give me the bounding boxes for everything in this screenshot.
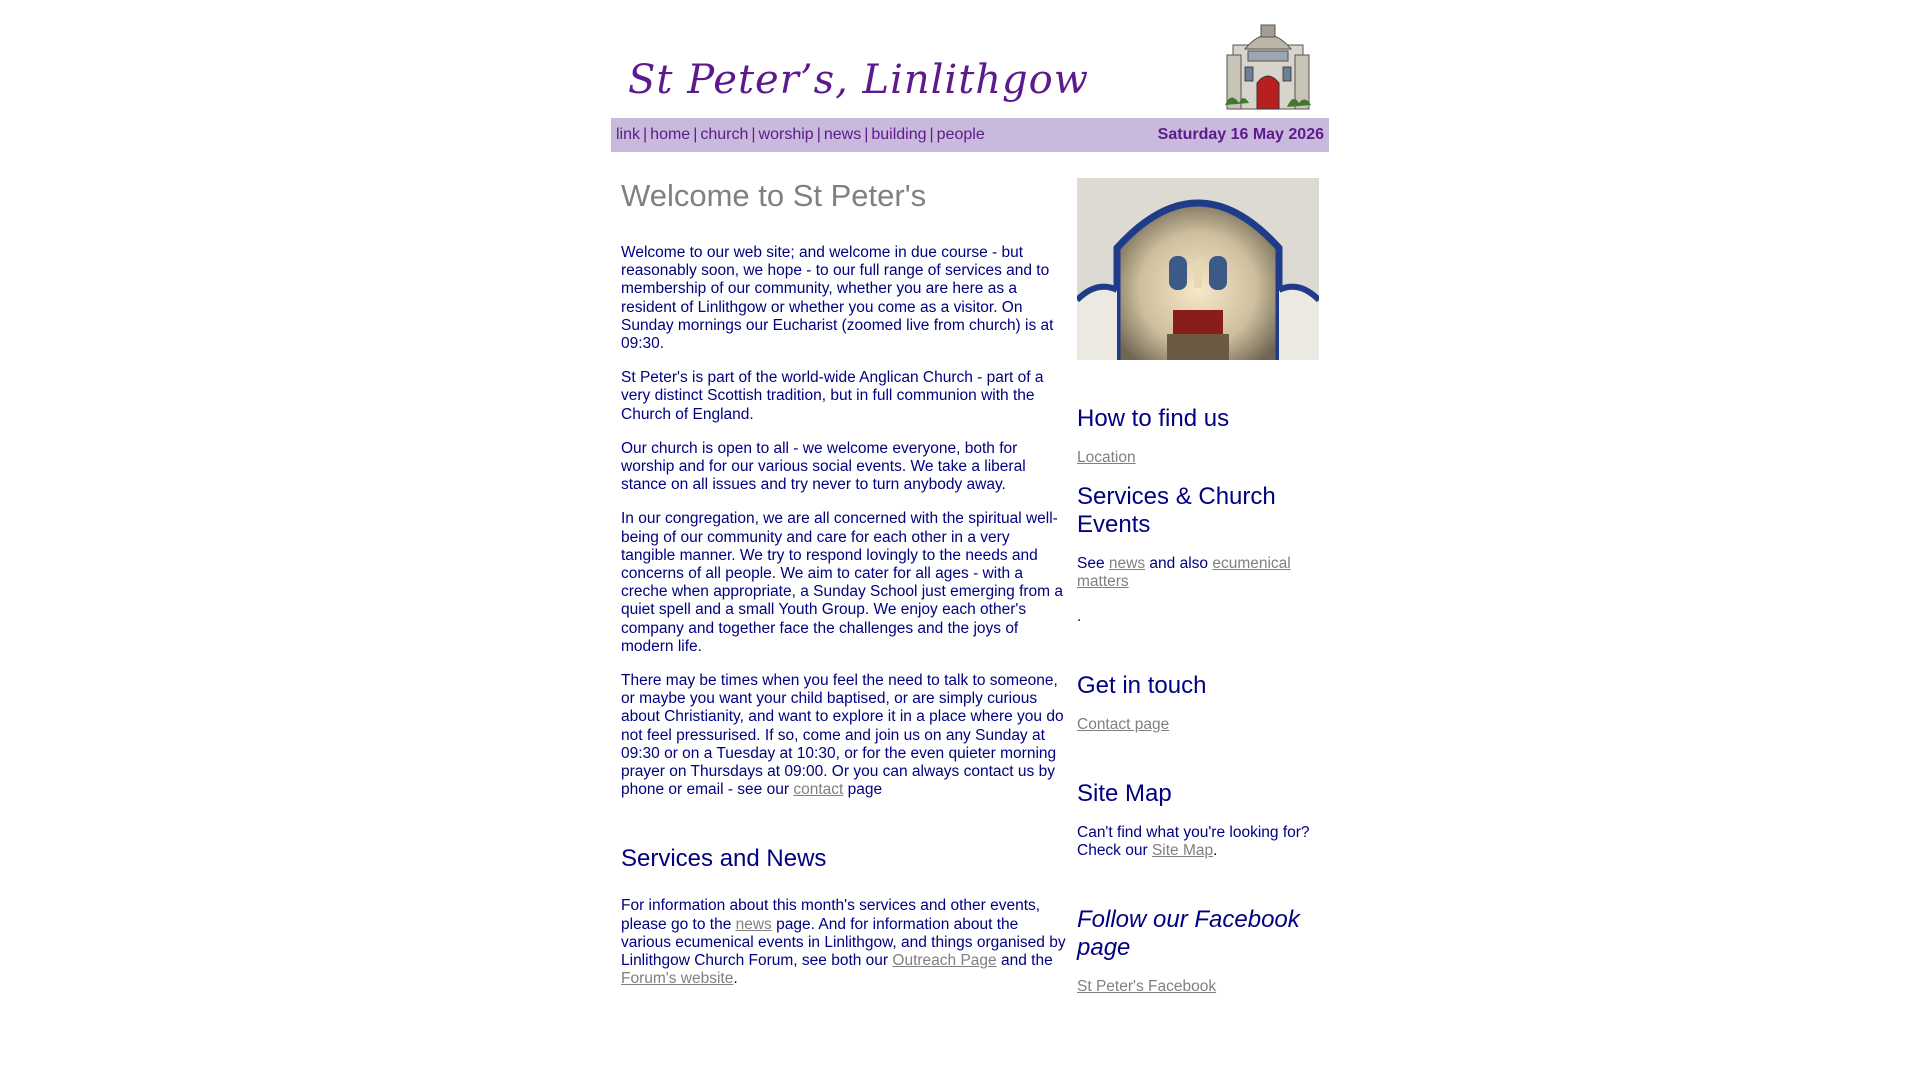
site-title: St Peter’s, Linlithgow — [628, 57, 1089, 103]
outreach-page-link[interactable]: Outreach Page — [892, 952, 997, 970]
banner — [611, 0, 1329, 118]
welcome-heading: Welcome to St Peter's — [621, 178, 927, 213]
church-building-icon — [1223, 15, 1313, 111]
nav-link-home[interactable]: home — [650, 126, 691, 143]
contact-paragraph: There may be times when you feel the need to talk to someone, or maybe you want your child baptised, or are simply curious about Christianity, and want to explore it in a place where you do not feel pressurised. If so, come and join us on any Sunday at 09:30 or on a Tuesday at 10:30, or for the even quieter morning prayer on Thursdays at 09:00. Or you can always contact us by phone or email - see our contact page — [621, 672, 1064, 799]
events-dot: . — [1077, 607, 1082, 625]
get-in-touch-heading: Get in touch — [1077, 671, 1207, 699]
facebook-heading: Follow our Facebook page — [1077, 906, 1300, 962]
nav-bar — [611, 118, 1329, 152]
services-events-heading: Services & Church Events — [1077, 483, 1276, 539]
contact-page-link[interactable]: Contact page — [1077, 715, 1170, 733]
congregation-paragraph: In our congregation, we are all concerned with the spiritual well-being of our community and care for each other in a very tangible manner. We try to respond lovingly to the needs and concerns of all people. We aim to cater for all ages - with a creche when appropriate, a Sunday School just emerging from a quiet spell and a small Youth Group. We enjoy each other's company and together face the challenges and the joys of modern life. — [621, 510, 1063, 655]
main-content — [621, 160, 1066, 1005]
site-map-paragraph: Can't find what you're looking for? Check our Site Map. — [1077, 824, 1310, 860]
open-to-all-paragraph: Our church is open to all - we welcome everyone, both for worship and for our various social events. We take a liberal stance on all issues and try never to turn anybody away. — [621, 439, 1026, 494]
services-paragraph: For information about this month's services and other events, please go to the news page. And for information about the various ecumenical events in Linlithgow, and things organised by Linlithgow Church Forum, see both our Outreach Page and the Forum's website. — [621, 897, 1066, 988]
anglican-paragraph: St Peter's is part of the world-wide Anglican Church - part of a very distinct Scottish tradition, but in full communion with the Church of England. — [621, 369, 1044, 423]
nav-link-worship[interactable]: worship — [758, 126, 814, 143]
intro-paragraph: Welcome to our web site; and welcome in due course - but reasonably soon, we hope - to our full range of services and to membership of our community, whether you are here as a resident of Linlithgow or whether you come as a visitor. On Sunday mornings our Eucharist (zoomed live from church) is at 09:30. — [621, 244, 1054, 353]
ecumenical-matters-link[interactable]: ecumenical matters — [1077, 555, 1291, 591]
page — [611, 0, 1329, 996]
site-map-heading: Site Map — [1077, 780, 1172, 808]
services-news-heading: Services and News — [621, 845, 827, 873]
nav-link-news[interactable]: news — [823, 126, 862, 143]
church-interior-photo — [1077, 178, 1319, 360]
contact-link[interactable]: contact — [793, 781, 844, 799]
events-paragraph: See news and also ecumenical matters — [1077, 555, 1291, 591]
find-us-heading: How to find us — [1077, 405, 1230, 432]
nav-link-link[interactable]: link — [616, 126, 641, 143]
side-news-link[interactable]: news — [1108, 555, 1146, 573]
nav-link-church[interactable]: church — [700, 126, 749, 143]
nav-link-building[interactable]: building — [871, 126, 927, 143]
current-date: Saturday 16 May 2026 — [1157, 126, 1324, 143]
nav-link-people[interactable]: people — [936, 126, 985, 143]
forum-website-link[interactable]: Forum's website — [621, 970, 734, 988]
location-link[interactable]: Location — [1077, 449, 1136, 466]
nav-links: link | home | church | worship | news | building | people — [616, 126, 985, 143]
site-map-link[interactable]: Site Map — [1151, 842, 1214, 860]
facebook-link[interactable]: St Peter's Facebook — [1077, 978, 1217, 996]
news-link[interactable]: news — [735, 915, 772, 933]
sidebar — [1077, 178, 1317, 997]
